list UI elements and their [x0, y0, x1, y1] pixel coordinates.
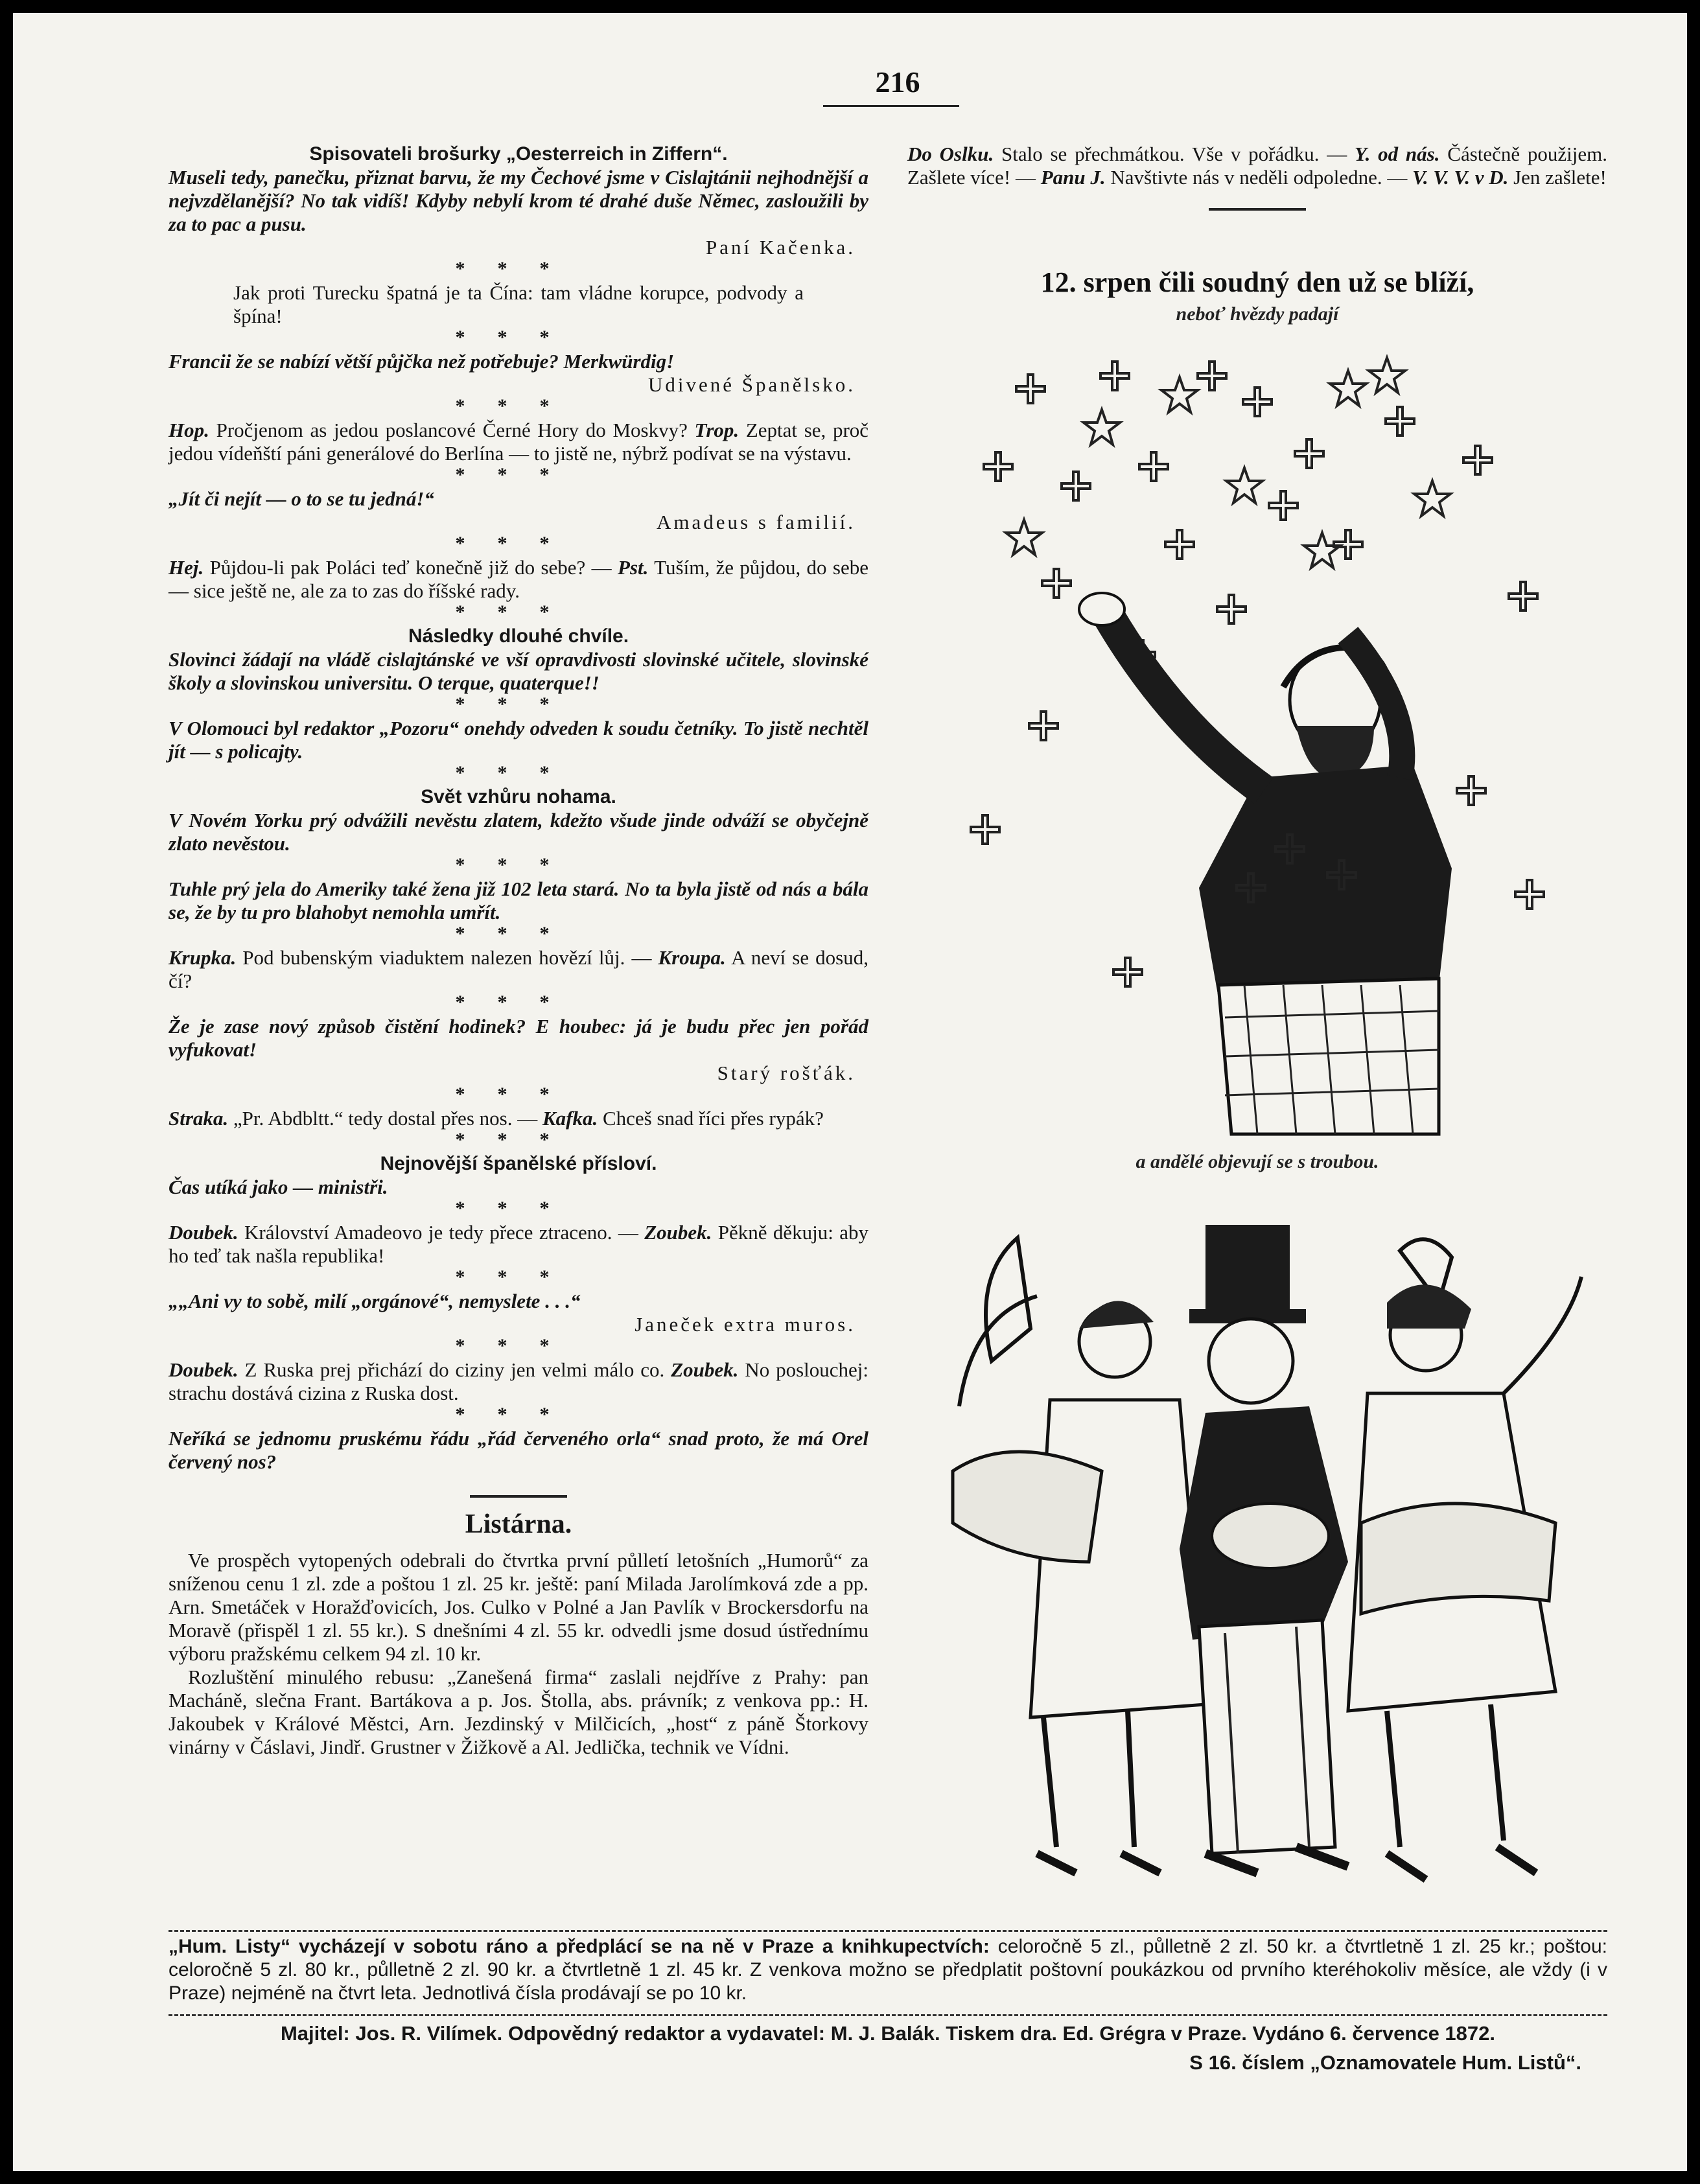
prislovi-heading: Nejnovější španělské přísloví. — [380, 1153, 657, 1174]
doubek-dialogue-1: Doubek. Království Amadeovo je tedy přece ztraceno. — Zoubek. Pěkně děkuju: aby ho teď tak našla republika! — [169, 1221, 869, 1267]
page-number-rule — [823, 105, 959, 107]
brochure-text: Museli tedy, panečku, přiznat barvu, že my Čechové jsme v Cislajtánii nejhodnější a nejvzdělanější? No tak vidíš! Kdyby nebylí krom té drahé duše Němec, zasloužili by za to pac a pusu. — [169, 166, 868, 235]
right-column-notes — [907, 143, 1607, 218]
orel-text: Neříká se jednomu pruskému řádu „řád červeného orla“ snad proto, že má Orel červený nos? — [169, 1427, 868, 1473]
turecko-verse: Jak proti Turecku špatná je ta Čína: tam vládne korupce, podvody a špína! — [233, 281, 804, 327]
asterism: *** — [455, 1404, 582, 1425]
organove-signature: Janeček extra muros. — [635, 1313, 856, 1336]
asterism: *** — [455, 854, 582, 876]
page-number: 216 — [875, 65, 920, 99]
listarna-heading: Listárna. — [465, 1509, 572, 1539]
listarna-paragraph-2: Rozluštění minulého rebusu: „Zanešená firma“ zaslali nejdříve z Prahy: pan Macháně, slečna Frant. Bartákova a p. Jos. Štolla, abs. právník; z venkova pp.: H. Jakoubek v Králové Městci, Arn. Jezdinský v Milčicích, „host“ z páně Štorkovy vinárny v Čáslavi, Jindř. Grustner v Žižkově a Al. Jedlička, technik ve Vídni. — [169, 1666, 868, 1758]
cartoon-caption: a andělé objevují se s troubou. — [1135, 1151, 1379, 1172]
left-angel-figure — [953, 1238, 1205, 1873]
asterism: *** — [455, 327, 582, 348]
svet-heading: Svět vzhůru nohama. — [421, 786, 616, 807]
left-column — [169, 143, 868, 1759]
asterism: *** — [455, 923, 582, 944]
listarna-paragraph-1: Ve prospěch vytopených odebrali do čtvrtka první půlletí letošních „Humorů“ za sníženou cenu 1 zl. zde a poštou 1 zl. 25 kr. ještě: paní Milada Jarolímková zde a pp. Arn. Smetáček v Horažďovicích, Jos. Culko v Polné a Jan Pavlík v Brockersdorfu na Moravě (přispěl 1 zl. 55 kr.). S dnešními 4 zl. 55 kr. odvedli jsme dosud ústřednímu výboru pražskému celkem 94 zl. 10 kr. — [169, 1549, 868, 1665]
bearded-man-figure — [1079, 593, 1452, 1134]
svet-text: V Novém Yorku prý odvážili nevěstu zlatem, kdežto všude jinde odváží se obyčejně zlato nevěstou. — [169, 809, 868, 855]
falling-stars — [1006, 358, 1450, 568]
ornament-divider — [169, 1483, 868, 1496]
asterism: *** — [455, 693, 582, 715]
straka-dialogue: Straka. „Pr. Abdbltt.“ tedy dostal přes nos. — Kafka. Chceš snad říci přes rypák? — [169, 1107, 824, 1130]
jit-quote: „Jít či nejít — o to se tu jedná!“ — [169, 487, 434, 510]
asterism: *** — [455, 258, 582, 279]
hop-dialogue: Hop. Pročjenom as jedou poslancové Černé Hory do Moskvy? Trop. Zeptat se, proč jedou vídeňští páni generálové do Berlína — to jistě ne, nýbrž podívat se na výstavu. — [169, 419, 869, 465]
krupka-dialogue: Krupka. Pod bubenským viaduktem nalezen hovězí lůj. — Kroupa. A neví se dosud, čí? — [169, 946, 868, 992]
listarna-continued: Do Oslku. Stalo se přechmátkou. Vše v pořádku. — Y. od nás. Částečně použijem. Zašlete více! — Panu J. Navštivte nás v neděli odpoledne. — V. V. V. v D. Jen zašlete! — [907, 143, 1608, 189]
hodinek-text: Že je zase nový způsob čistění hodinek? E houbec: já je budu přec jen pořád vyfukovat! — [169, 1015, 868, 1061]
newspaper-page — [13, 13, 1687, 2171]
subscription-notice: „Hum. Listy“ vycházejí v sobotu ráno a předplácí se na ně v Praze a knihkupectvích: celoročně 5 zl., půlletně 2 zl. 50 kr. a čtvrtletně 1 zl. 25 kr.; poštou: celoročně 5 zl. 80 kr., půlletně 2 zl. 90 kr. a čtvrtletně 1 zl. 45 kr. Z venkova možno se předplatit poštovní poukázkou od prvního kteréhokoliv měsíce, ale vždy (i v Praze) nejméně na čtvrt leta. Jednotlivá čísla prodávají se po 10 kr. — [169, 1936, 1607, 2004]
brochure-heading: Spisovateli brošurky „Oesterreich in Ziffern“. — [309, 143, 728, 165]
jit-signature: Amadeus s familií. — [656, 511, 856, 533]
asterism: *** — [455, 1335, 582, 1356]
nasledky-text: Slovinci žádají na vládě cislajtánské ve vší opravdivosti slovinské učitele, slovinské školy a slovinskou universitu. O terque, quaterque!! — [169, 648, 868, 694]
asterism: *** — [455, 1129, 582, 1150]
brochure-signature: Paní Kačenka. — [705, 236, 856, 259]
asterism: *** — [455, 464, 582, 485]
nasledky-heading: Následky dlouhé chvíle. — [408, 625, 629, 647]
footer-divider-bottom — [169, 2014, 1607, 2020]
doubek-dialogue-2: Doubek. Z Ruska prej přichází do ciziny jen velmi málo co. Zoubek. No poslouchej: strachu dostává cizina z Ruska dost. — [169, 1358, 869, 1404]
top-hat-man-figure — [1180, 1225, 1348, 1873]
tuhle-text: Tuhle prý jela do Ameriky také žena již 102 leta stará. No ta byla jistě od nás a bála se, že by tu pro blahobyt nemohla umřít. — [169, 877, 868, 924]
asterism: *** — [455, 992, 582, 1013]
hej-dialogue: Hej. Půjdou-li pak Poláci teď konečně již do sebe? — Pst. Tuším, že půjdou, do sebe — sice ještě ne, ale za to zas do říšské rady. — [169, 556, 868, 602]
right-angel-figure — [1348, 1239, 1581, 1879]
francii-text: Francii že se nabízí větší půjčka než potřebuje? Merkwürdig! — [169, 350, 675, 373]
olomouc-text: V Olomouci byl redaktor „Pozoru“ onehdy odveden k soudu četníky. To jistě nechtěl jít — s policajty. — [169, 717, 868, 763]
hodinek-signature: Starý rošťák. — [717, 1062, 856, 1084]
asterism: *** — [455, 1266, 582, 1288]
asterism: *** — [455, 1198, 582, 1219]
asterism: *** — [455, 533, 582, 554]
ornament-divider-right — [907, 196, 1607, 209]
asterism: *** — [455, 1084, 582, 1105]
asterism: *** — [455, 762, 582, 784]
francii-signature: Udivené Španělsko. — [648, 373, 856, 396]
asterism: *** — [455, 601, 582, 623]
cartoon-angels-trumpet-illustration — [933, 1199, 1607, 1918]
cartoon-subtitle: neboť hvězdy padají — [1176, 303, 1339, 325]
imprint-line: Majitel: Jos. R. Vilímek. Odpovědný redaktor a vydavatel: M. J. Balák. Tiskem dra. Ed. Grégra v Praze. Vydáno 6. července 1872. — [280, 2022, 1496, 2045]
asterism: *** — [455, 395, 582, 417]
cartoon-title: 12. srpen čili soudný den už se blíží, — [1040, 266, 1474, 298]
supplement-note: S 16. číslem „Oznamovatele Hum. Listů“. — [1189, 2051, 1581, 2074]
organove-text: „„Ani vy to sobě, milí „orgánové“, nemyslete . . .“ — [169, 1290, 581, 1312]
prislovi-text: Čas utíká jako — ministři. — [169, 1176, 388, 1198]
cartoon-falling-decorations-illustration — [946, 337, 1581, 1141]
